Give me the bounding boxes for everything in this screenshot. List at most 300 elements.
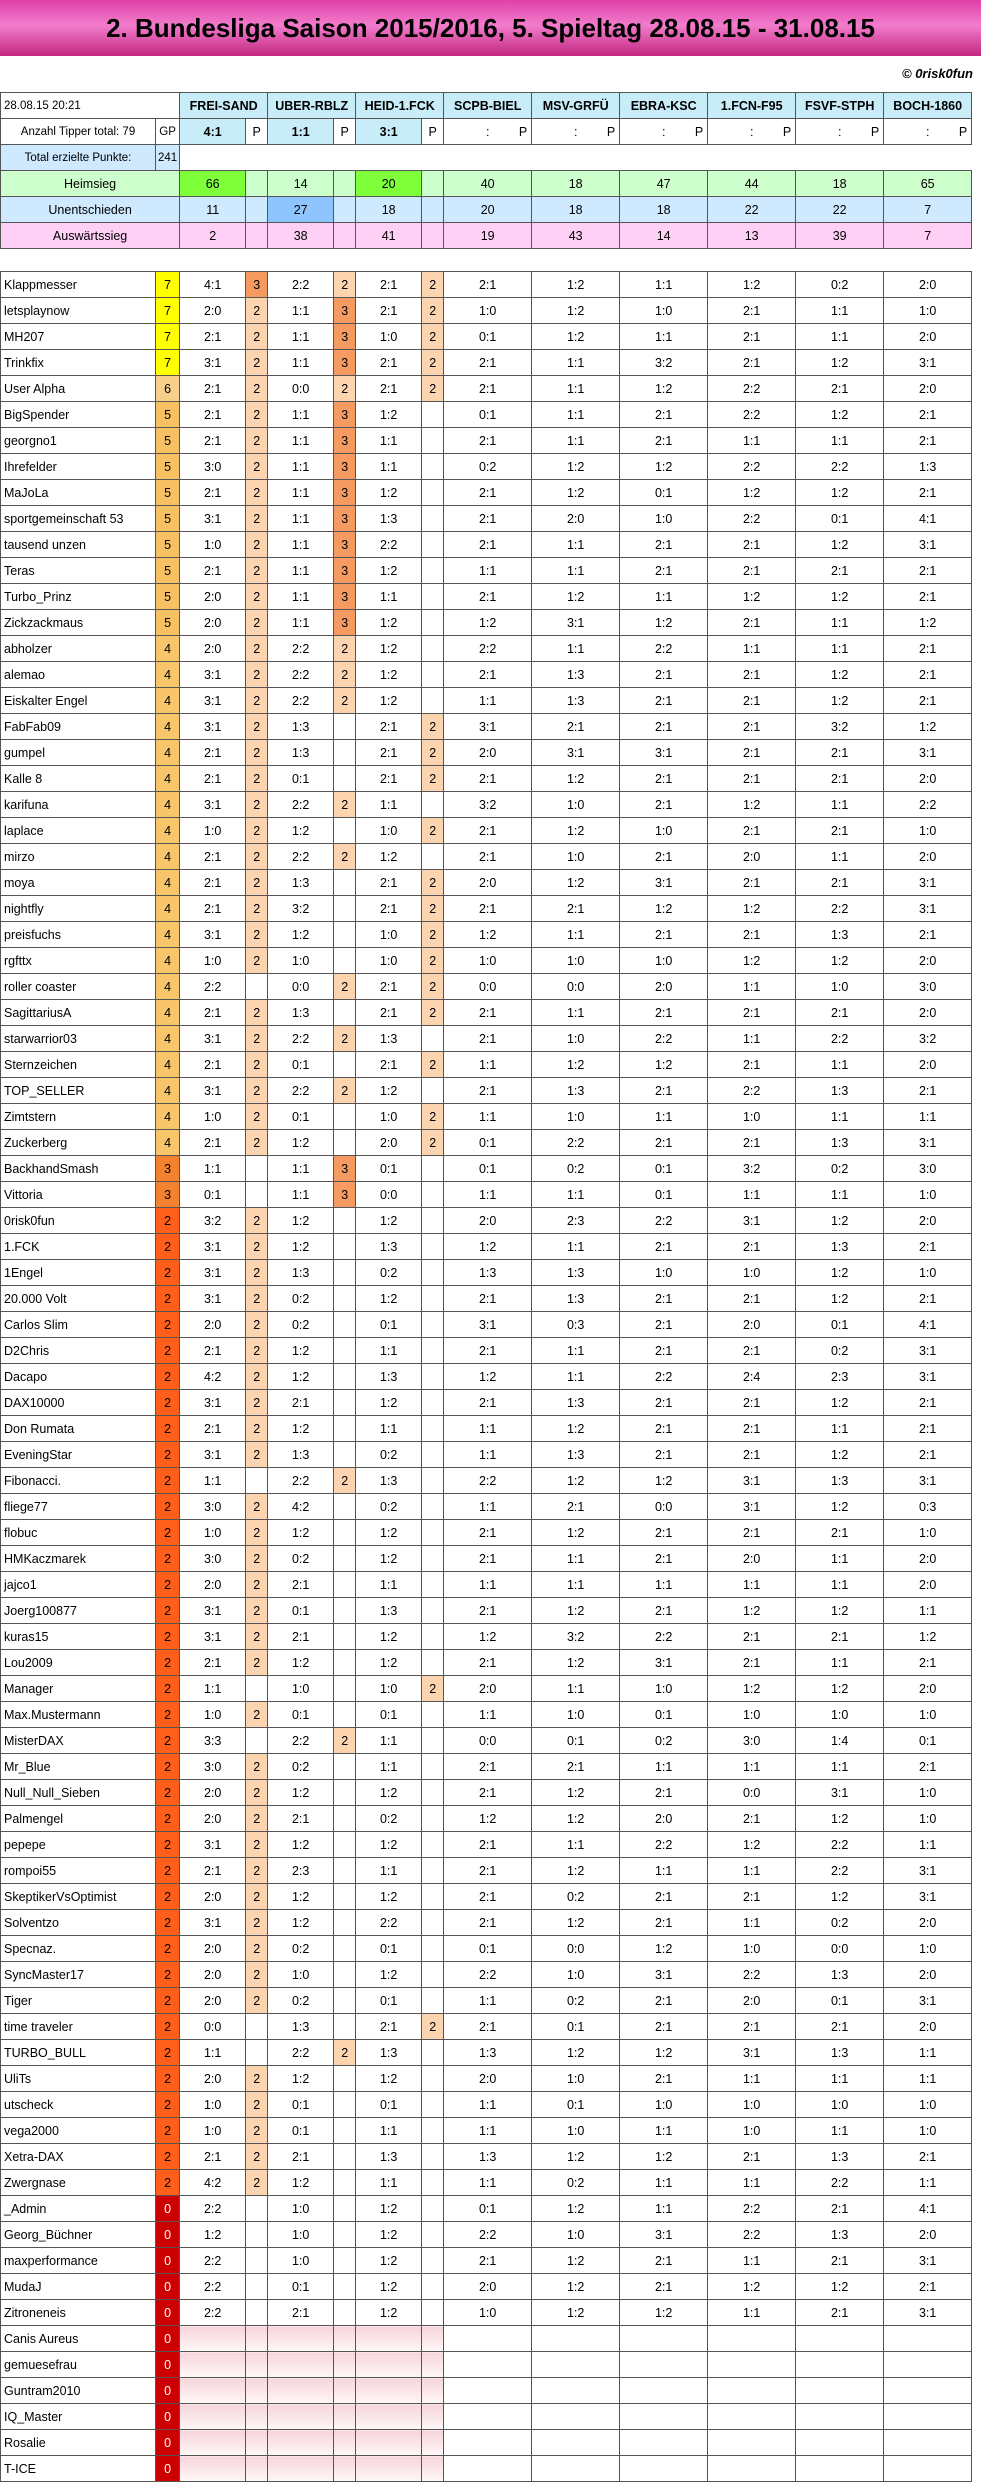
tip-match-3: 1:1 [444,1442,532,1468]
tip-match-8: 3:1 [884,896,972,922]
tip-match-3: 2:1 [444,350,532,376]
tip-match-6: 1:0 [708,2092,796,2118]
tip-match-8: 1:0 [884,1260,972,1286]
player-row [1,1832,972,1858]
match-1-points [334,1520,356,1546]
match-1-points: 3 [334,480,356,506]
stat-a-0-pad [246,223,268,249]
match-1-tip: 2:2 [268,2040,334,2066]
match-0-tip: 3:0 [180,1546,246,1572]
tip-match-4: 1:2 [532,1650,620,1676]
player-name: Joerg100877 [1,1598,156,1624]
tip-match-4: 1:0 [532,2222,620,2248]
tip-match-5: 2:1 [620,1520,708,1546]
player-name: kuras15 [1,1624,156,1650]
match-1-tip: 1:3 [268,1260,334,1286]
player-row [1,272,972,298]
match-0-tip: 2:1 [180,428,246,454]
tip-match-7: 1:2 [796,1884,884,1910]
player-name: Max.Mustermann [1,1702,156,1728]
match-2-tip: 1:3 [356,1364,422,1390]
tip-match-6: 1:2 [708,896,796,922]
tip-match-4: 1:2 [532,2196,620,2222]
match-0-points: 2 [246,1910,268,1936]
match-2-tip: 1:2 [356,1208,422,1234]
player-name: BigSpender [1,402,156,428]
match-1-points: 2 [334,1728,356,1754]
player-gp: 0 [156,2274,180,2300]
tip-match-3: 2:1 [444,1598,532,1624]
copyright: © 0risk0fun [902,66,973,81]
points-label: Total erzielte Punkte: [1,145,156,171]
match-2-points [422,1026,444,1052]
player-name: mirzo [1,844,156,870]
match-0-tip: 3:1 [180,1390,246,1416]
player-name: DAX10000 [1,1390,156,1416]
match-2-points: 2 [422,818,444,844]
tip-hidden [356,2378,422,2404]
tip-match-4: 1:2 [532,766,620,792]
player-gp: 2 [156,1702,180,1728]
player-row [1,1468,972,1494]
stat-h-8: 65 [884,171,972,197]
match-1-points [334,1572,356,1598]
tip-match-8: 2:1 [884,1754,972,1780]
player-gp: 4 [156,1104,180,1130]
match-2-points [422,1754,444,1780]
tip-match-4: 1:2 [532,1858,620,1884]
match-2-points: 2 [422,1052,444,1078]
stat-h-2-pad [422,171,444,197]
player-name: Xetra-DAX [1,2144,156,2170]
tip-match-7: 2:1 [796,870,884,896]
tip-match-8: 1:1 [884,1832,972,1858]
match-2-tip: 0:2 [356,1806,422,1832]
tip-match-5: 2:1 [620,1546,708,1572]
tip-match-3: 2:0 [444,2274,532,2300]
player-gp: 0 [156,2352,180,2378]
match-1-points [334,1390,356,1416]
match-1-points [334,2300,356,2326]
match-0-points: 2 [246,1858,268,1884]
datetime: 28.08.15 20:21 [1,93,180,119]
match-1-tip: 2:2 [268,1468,334,1494]
match-1-tip: 0:1 [268,1598,334,1624]
tip-match-5: 1:1 [620,1572,708,1598]
tip-match-3: 1:2 [444,1234,532,1260]
match-1-points [334,948,356,974]
match-2-points [422,792,444,818]
tip-match-8: 2:2 [884,792,972,818]
player-gp: 4 [156,870,180,896]
match-0-tip: 2:0 [180,1962,246,1988]
tip-match-8: 1:1 [884,1598,972,1624]
match-2-points [422,636,444,662]
player-gp: 4 [156,1078,180,1104]
match-1-tip: 0:2 [268,1754,334,1780]
match-2-tip: 1:2 [356,1546,422,1572]
player-gp: 2 [156,1572,180,1598]
tip-match-3: 2:1 [444,662,532,688]
match-2-points [422,480,444,506]
tip-match-3: 2:1 [444,766,532,792]
player-name: 20.000 Volt [1,1286,156,1312]
player-name: laplace [1,818,156,844]
match-2-points [422,1780,444,1806]
player-name: Georg_Büchner [1,2222,156,2248]
tip-match-6: 1:1 [708,2300,796,2326]
match-1-tip: 2:2 [268,272,334,298]
tip-match-8: 2:0 [884,1676,972,1702]
match-1-points [334,1286,356,1312]
match-1-tip: 4:2 [268,1494,334,1520]
tip-match-4 [532,2326,620,2352]
tip-match-3: 1:2 [444,1806,532,1832]
match-1-tip: 2:1 [268,1806,334,1832]
tip-match-5: 2:1 [620,1442,708,1468]
match-2-tip: 1:3 [356,1026,422,1052]
player-name: flobuc [1,1520,156,1546]
tip-hidden [356,2430,422,2456]
tip-match-8: 2:1 [884,1442,972,1468]
tip-match-8: 3:1 [884,1884,972,1910]
tip-match-8: 2:0 [884,1000,972,1026]
tip-match-5: 1:2 [620,1936,708,1962]
match-1-tip: 0:1 [268,2092,334,2118]
tip-match-8: 1:0 [884,1702,972,1728]
tip-match-7: 2:1 [796,740,884,766]
match-0-points: 2 [246,844,268,870]
tip-match-4: 1:1 [532,636,620,662]
match-1-points: 2 [334,662,356,688]
player-gp: 7 [156,324,180,350]
p-header-2: P [422,119,444,145]
match-2-points [422,1546,444,1572]
tip-hidden [268,2378,334,2404]
tip-match-6: 1:2 [708,792,796,818]
tip-match-5: 1:2 [620,2144,708,2170]
match-2-points: 2 [422,298,444,324]
match-0-points: 2 [246,376,268,402]
tip-match-5: 2:1 [620,2066,708,2092]
player-gp: 2 [156,1962,180,1988]
tip-match-3: 0:0 [444,1728,532,1754]
match-2-tip: 1:2 [356,662,422,688]
tip-match-8: 1:2 [884,714,972,740]
tip-hidden [268,2430,334,2456]
total-points-row [1,145,972,171]
match-2-points [422,1910,444,1936]
tip-match-6 [708,2326,796,2352]
match-1-tip: 0:2 [268,1936,334,1962]
match-result-value: : [573,124,578,139]
tip-match-4: 2:1 [532,896,620,922]
match-1-points: 3 [334,428,356,454]
match-header-5: EBRA-KSC [620,93,708,119]
player-row [1,1208,972,1234]
player-row [1,2014,972,2040]
player-gp: 4 [156,896,180,922]
player-row [1,1260,972,1286]
player-gp: 2 [156,1598,180,1624]
match-2-points [422,1806,444,1832]
tip-match-5: 1:1 [620,272,708,298]
tip-match-5: 2:1 [620,1988,708,2014]
tip-hidden [180,2352,246,2378]
player-row [1,1416,972,1442]
tip-match-6: 2:0 [708,1546,796,1572]
match-2-tip: 1:0 [356,1104,422,1130]
player-row [1,298,972,324]
tip-match-5: 1:1 [620,1754,708,1780]
tip-match-4: 1:0 [532,792,620,818]
match-1-points [334,714,356,740]
match-2-points [422,2144,444,2170]
tip-match-3: 2:1 [444,584,532,610]
tip-match-4: 1:2 [532,2144,620,2170]
player-gp: 3 [156,1156,180,1182]
tip-match-3: 1:1 [444,1182,532,1208]
match-1-tip: 3:2 [268,896,334,922]
tip-match-5: 2:1 [620,1884,708,1910]
player-gp: 2 [156,1832,180,1858]
match-2-points [422,506,444,532]
match-0-points: 2 [246,1208,268,1234]
tip-hidden [268,2456,334,2482]
tip-match-4 [532,2352,620,2378]
stat-u-1-pad [334,197,356,223]
stat-row-a [1,223,972,249]
match-0-points: 2 [246,1234,268,1260]
match-1-tip: 0:0 [268,974,334,1000]
match-2-tip: 2:0 [356,1130,422,1156]
match-2-tip: 1:2 [356,480,422,506]
tip-match-4: 1:3 [532,688,620,714]
player-name: SkeptikerVsOptimist [1,1884,156,1910]
match-result-5 [620,119,708,145]
match-0-points: 2 [246,1884,268,1910]
tip-match-6: 3:1 [708,1468,796,1494]
tip-match-3 [444,2378,532,2404]
tip-match-4: 1:2 [532,1910,620,1936]
match-1-points: 2 [334,688,356,714]
tip-match-7: 1:2 [796,2274,884,2300]
points-hidden [334,2352,356,2378]
match-0-points: 2 [246,818,268,844]
match-0-points: 2 [246,1780,268,1806]
match-0-points: 2 [246,1520,268,1546]
tip-match-5: 1:0 [620,948,708,974]
tip-match-3: 1:1 [444,2092,532,2118]
match-2-points [422,1234,444,1260]
match-1-tip: 1:2 [268,1832,334,1858]
player-row [1,818,972,844]
match-2-tip: 1:2 [356,402,422,428]
tip-match-4: 1:3 [532,1390,620,1416]
tip-match-3: 2:1 [444,1520,532,1546]
tip-match-5: 2:1 [620,1130,708,1156]
points-hidden [422,2378,444,2404]
tip-match-8: 2:0 [884,1546,972,1572]
tip-match-7: 1:0 [796,1702,884,1728]
player-row [1,948,972,974]
tip-match-8 [884,2456,972,2482]
match-1-tip: 2:2 [268,688,334,714]
tip-match-3: 1:2 [444,1624,532,1650]
player-name: alemao [1,662,156,688]
stat-a-0: 2 [180,223,246,249]
match-0-points: 2 [246,2092,268,2118]
match-1-tip: 1:3 [268,1000,334,1026]
match-2-points [422,1260,444,1286]
match-1-tip: 2:2 [268,636,334,662]
match-1-points [334,896,356,922]
tip-match-4: 3:2 [532,1624,620,1650]
tip-match-5: 1:2 [620,454,708,480]
tip-match-4: 1:2 [532,1520,620,1546]
match-2-tip: 1:2 [356,1390,422,1416]
stat-a-4: 43 [532,223,620,249]
tip-match-8: 1:0 [884,1936,972,1962]
points-hidden [246,2326,268,2352]
tip-match-4: 2:0 [532,506,620,532]
tip-match-6: 2:1 [708,1884,796,1910]
match-1-points [334,1546,356,1572]
match-2-points [422,2248,444,2274]
tip-match-7: 1:2 [796,1208,884,1234]
player-gp: 2 [156,2040,180,2066]
player-row [1,1754,972,1780]
tip-match-4: 1:2 [532,1468,620,1494]
tip-match-8: 2:0 [884,1910,972,1936]
match-0-tip: 3:1 [180,662,246,688]
player-row [1,2144,972,2170]
match-0-points [246,1182,268,1208]
match-0-tip: 0:1 [180,1182,246,1208]
tip-match-3: 2:1 [444,428,532,454]
match-2-points [422,1520,444,1546]
match-1-points [334,1130,356,1156]
tip-match-6: 1:0 [708,1260,796,1286]
player-gp: 5 [156,558,180,584]
tip-match-8: 2:1 [884,1234,972,1260]
tip-match-8: 1:1 [884,2066,972,2092]
player-row [1,2066,972,2092]
player-gp: 2 [156,1884,180,1910]
player-name: sportgemeinschaft 53 [1,506,156,532]
match-1-points: 2 [334,272,356,298]
match-0-points: 2 [246,350,268,376]
stat-u-0-pad [246,197,268,223]
tip-match-8: 1:2 [884,1624,972,1650]
match-0-tip: 3:0 [180,454,246,480]
player-gp: 2 [156,1676,180,1702]
player-gp: 0 [156,2404,180,2430]
tip-match-8: 2:0 [884,1572,972,1598]
tip-match-8: 2:1 [884,480,972,506]
stat-a-6: 13 [708,223,796,249]
match-2-tip: 1:2 [356,558,422,584]
tip-match-8: 2:0 [884,2014,972,2040]
tip-match-4: 1:3 [532,1286,620,1312]
player-gp: 0 [156,2430,180,2456]
tip-match-6: 2:0 [708,1312,796,1338]
player-row [1,2352,972,2378]
tip-match-5: 2:1 [620,688,708,714]
tip-match-3: 2:1 [444,272,532,298]
match-0-tip: 3:1 [180,1442,246,1468]
stat-h-7: 18 [796,171,884,197]
match-0-tip: 3:1 [180,792,246,818]
points-total: 241 [156,145,180,171]
stat-a-1-pad [334,223,356,249]
tip-match-8: 2:1 [884,1650,972,1676]
match-1-tip: 1:1 [268,402,334,428]
player-name: nightfly [1,896,156,922]
player-row [1,2092,972,2118]
tip-match-7: 1:3 [796,1962,884,1988]
player-gp: 0 [156,2456,180,2482]
tip-hidden [268,2326,334,2352]
player-gp: 4 [156,636,180,662]
stat-u-2: 18 [356,197,422,223]
tip-match-6: 1:2 [708,1676,796,1702]
match-1-points [334,2274,356,2300]
tip-match-7: 1:3 [796,2222,884,2248]
tip-match-7: 2:2 [796,1832,884,1858]
match-0-points: 2 [246,636,268,662]
match-2-tip: 1:2 [356,1286,422,1312]
tip-match-8: 2:1 [884,688,972,714]
match-2-tip: 0:0 [356,1182,422,1208]
match-1-points [334,1832,356,1858]
match-result-value: : [661,124,666,139]
match-result-0: 4:1 [180,119,246,145]
match-0-points: 2 [246,2118,268,2144]
player-gp: 2 [156,2144,180,2170]
match-0-points: 2 [246,740,268,766]
player-row [1,2430,972,2456]
tip-hidden [268,2352,334,2378]
player-row [1,1104,972,1130]
player-name: TURBO_BULL [1,2040,156,2066]
match-1-tip: 2:1 [268,1390,334,1416]
match-0-tip: 1:0 [180,2092,246,2118]
tip-match-7: 1:2 [796,1286,884,1312]
player-row [1,1442,972,1468]
tip-match-5: 1:2 [620,2040,708,2066]
player-gp: 0 [156,2196,180,2222]
match-0-tip: 2:1 [180,1130,246,1156]
tip-match-6: 1:0 [708,1702,796,1728]
match-2-points [422,1702,444,1728]
tip-match-6: 2:1 [708,1416,796,1442]
tip-match-6: 2:1 [708,1286,796,1312]
match-2-tip: 2:2 [356,1910,422,1936]
player-gp: 2 [156,1286,180,1312]
tip-match-6: 2:2 [708,1962,796,1988]
match-2-points [422,610,444,636]
match-2-points: 2 [422,974,444,1000]
player-name: Lou2009 [1,1650,156,1676]
tip-match-6: 2:2 [708,506,796,532]
match-0-tip: 1:0 [180,1702,246,1728]
match-0-tip: 3:1 [180,922,246,948]
match-1-points [334,1936,356,1962]
tip-match-7: 1:1 [796,2118,884,2144]
tip-match-6: 1:2 [708,272,796,298]
tip-match-5: 0:1 [620,1182,708,1208]
